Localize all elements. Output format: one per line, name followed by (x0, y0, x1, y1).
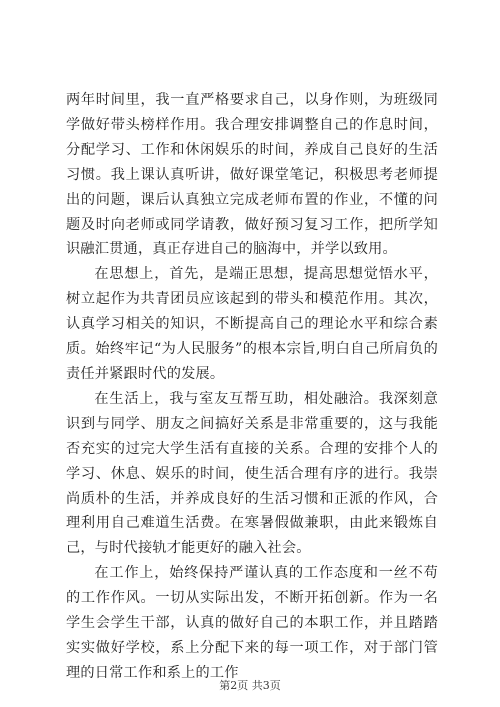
paragraph-work: 在工作上，始终保持严谨认真的工作态度和一丝不苟的工作作风。一切从实际出发，不断开拓创新。作为一名学生会学生干部，认真的做好自己的本职工作，并且踏踏实实做好学校，系上分配下来的每一项工作，对于部门管理的日常工作和系上的工作 (66, 565, 438, 681)
page-number-footer: 第2页 共3页 (219, 679, 281, 692)
paragraph-life: 在生活上，我与室友互帮互助，相处融洽。我深刻意识到与同学、朋友之间搞好关系是非常重要的，这与我能否充实的过完大学生活有直接的关系。合理的安排个人的学习、休息、娱乐的时间，使生活合理有序的进行。我崇尚质朴的生活，并养成良好的生活习惯和正派的作风，合理利用自己难道生活费。在寒暑假做兼职，由此来锻炼自己，与时代接轨才能更好的融入社会。 (66, 390, 438, 557)
paragraph-continuation: 两年时间里，我一直严格要求自己，以身作则，为班级同学做好带头榜样作用。我合理安排调整自己的作息时间，分配学习、工作和休闲娱乐的时间，养成自己良好的生活习惯。我上课认真听讲，做好课堂笔记，积极思考老师提出的问题，课后认真独立完成老师布置的作业，不懂的问题及时向老师或同学请教，做好预习复习工作，把所学知识融汇贯通，真正存进自己的脑海中，并学以致用。 (66, 92, 438, 258)
paragraph-ideology: 在思想上，首先，是端正思想，提高思想觉悟水平，树立起作为共青团员应该起到的带头和模范作用。其次，认真学习相关的知识，不断提高自己的理论水平和综合素质。始终牢记“为人民服务”的根本宗旨,明白自己所肩负的责任并紧跟时代的发展。 (66, 266, 438, 382)
document-body (66, 88, 438, 686)
